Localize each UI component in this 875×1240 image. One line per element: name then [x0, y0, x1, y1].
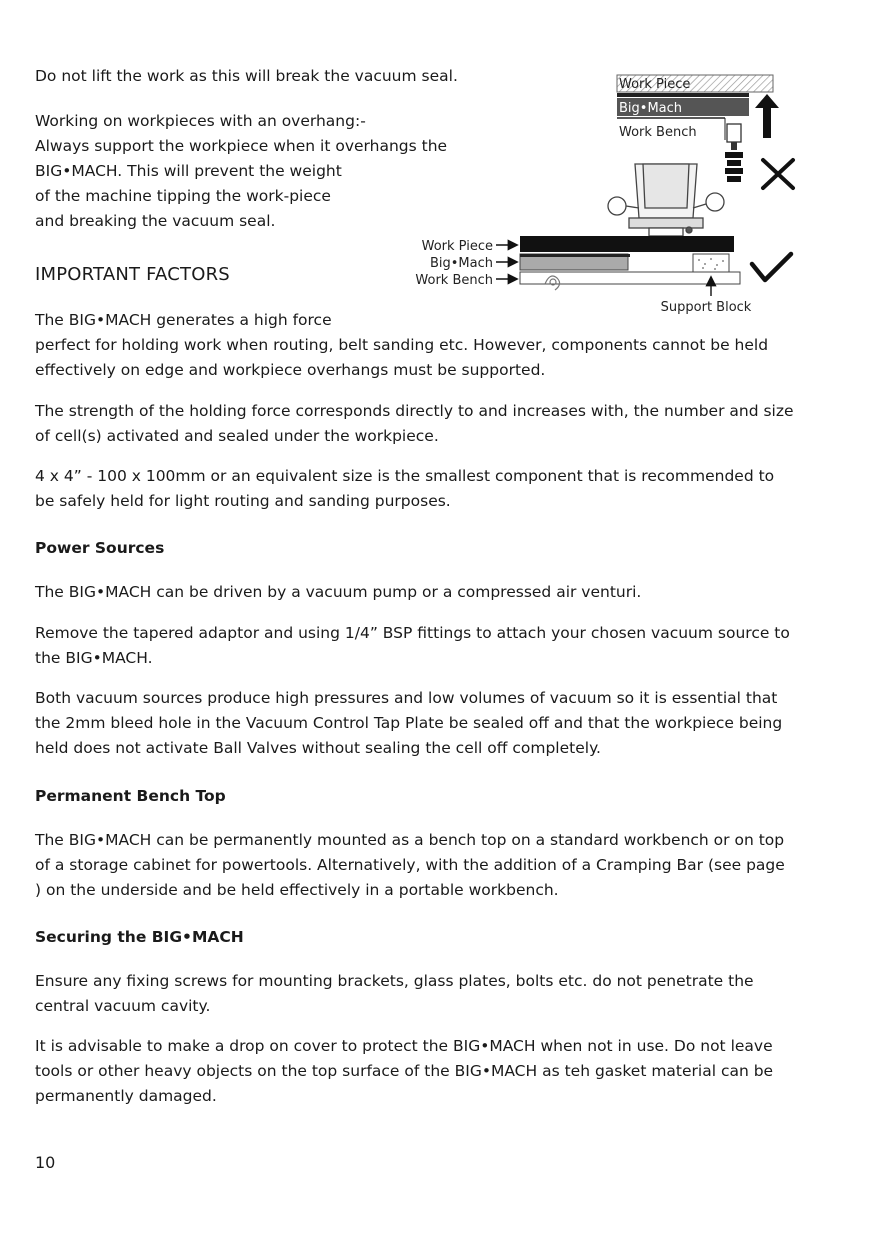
- big-mach-dark-edge-bottom: [520, 254, 630, 257]
- correct-check-icon: [752, 254, 791, 280]
- router-icon: [608, 164, 724, 236]
- securing-heading: Securing the BIG•MACH: [35, 928, 244, 946]
- important-para-2: The strength of the holding force corresponds directly to and increases with, the number and size of cell(s) activated and sealed under the workpiece.: [35, 402, 794, 445]
- overhang-body-line-3: of the machine tipping the work-piece: [35, 187, 331, 205]
- securing-para-1: Ensure any fixing screws for mounting brackets, glass plates, bolts etc. do not penetrate the central vacuum cavity.: [35, 972, 754, 1015]
- important-factors-heading: IMPORTANT FACTORS: [35, 264, 230, 285]
- securing-para-2: It is advisable to make a drop on cover to protect the BIG•MACH when not in use. Do not leave tools or other heavy objects on the top surface of the BIG•MACH as teh gasket material can be permanently damaged.: [35, 1037, 774, 1105]
- work-bench-label-bottom: Work Bench: [415, 273, 493, 288]
- support-block-label: Support Block: [660, 300, 752, 315]
- work-piece-board-bottom: [520, 236, 734, 252]
- falling-clamp-icon: [725, 124, 743, 182]
- power-para-3: Both vacuum sources produce high pressures and low volumes of vacuum so it is essential that the 2mm bleed hole in the Vacuum Control Tap Plate be sealed off and that the workpiece being held does not activate Ball Valves without sealing the cell off completely.: [35, 689, 783, 757]
- power-para-2: Remove the tapered adaptor and using 1/4” BSP fittings to attach your chosen vacuum source to the BIG•MACH.: [35, 624, 790, 667]
- overhang-body-line-1: Always support the workpiece when it overhangs the: [35, 137, 448, 155]
- work-piece-label-bottom: Work Piece: [421, 239, 493, 254]
- power-sources-heading: Power Sources: [35, 539, 165, 557]
- overhang-body-line-4: and breaking the vacuum seal.: [35, 212, 276, 230]
- bench-para-1: The BIG•MACH can be permanently mounted as a bench top on a standard workbench or on top of a storage cabinet for powertools. Alternatively, with the addition of a Cramping Bar (see page ) on the underside and be held effectively in a portable workbench.: [35, 831, 785, 899]
- bench-top-heading: Permanent Bench Top: [35, 787, 226, 805]
- big-mach-label-bottom: Big•Mach: [429, 256, 493, 271]
- work-piece-label-top: Work Piece: [619, 77, 691, 92]
- lift-up-arrow: [755, 94, 779, 138]
- power-para-1: The BIG•MACH can be driven by a vacuum pump or a compressed air venturi.: [35, 583, 642, 601]
- work-bench-label-top: Work Bench: [619, 125, 697, 140]
- overhang-body-line-2: BIG•MACH. This will prevent the weight: [35, 162, 342, 180]
- important-para-1: perfect for holding work when routing, belt sanding etc. However, components cannot be held effectively on edge and workpiece overhangs must be supported.: [35, 336, 769, 379]
- wrong-x-icon: [763, 160, 793, 188]
- important-para-3: 4 x 4” - 100 x 100mm or an equivalent size is the smallest component that is recommended to be safely held for light routing and sanding purposes.: [35, 467, 775, 510]
- work-bench-board-bottom: [520, 272, 740, 284]
- support-block: [693, 254, 729, 272]
- page-number: 10: [35, 1153, 56, 1172]
- overhang-title: Working on workpieces with an overhang:-: [35, 112, 366, 130]
- warning-line: Do not lift the work as this will break the vacuum seal.: [35, 67, 458, 85]
- big-mach-label-top: Big•Mach: [619, 101, 683, 116]
- overhang-support-diagram: [395, 68, 805, 318]
- big-mach-dark-bar-top: [617, 93, 749, 97]
- important-para-1-first-line: The BIG•MACH generates a high force: [35, 311, 332, 329]
